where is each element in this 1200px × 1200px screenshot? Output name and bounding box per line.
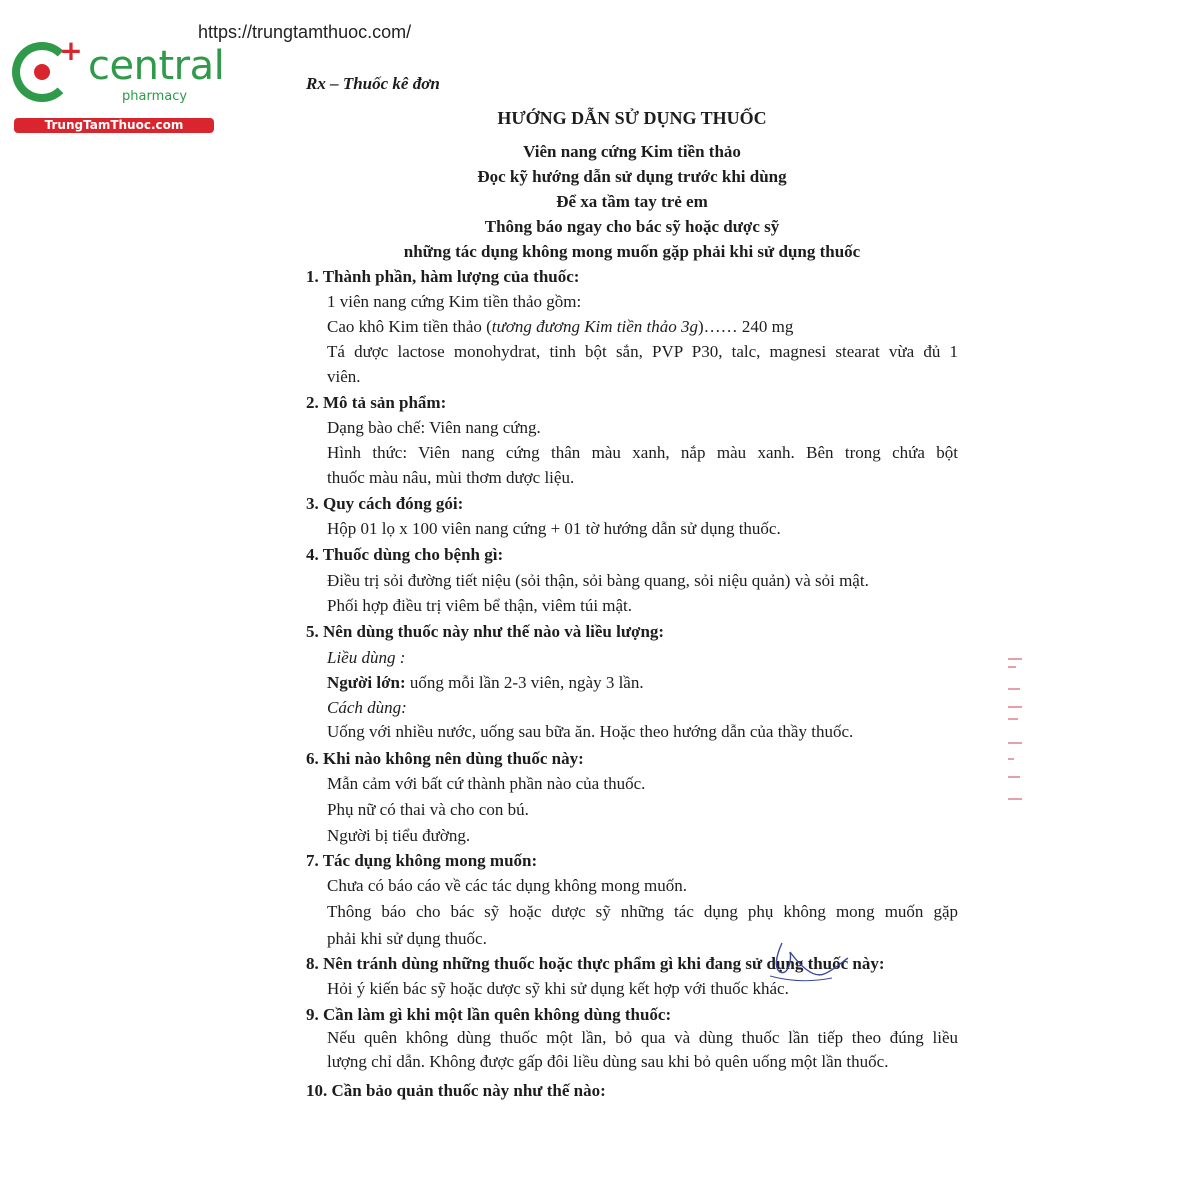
section-text: Hình thức: Viên nang cứng thân màu xanh, nắp màu xanh. Bên trong chứa bột <box>327 443 958 462</box>
header-line: những tác dụng không mong muốn gặp phải khi sử dụng thuốc <box>403 242 861 261</box>
stamp-marks <box>1008 658 1024 808</box>
section-text: Người bị tiểu đường. <box>327 826 471 845</box>
signature-scribble <box>762 938 852 998</box>
section-text: viên. <box>327 367 361 386</box>
section-text: Điều trị sỏi đường tiết niệu (sỏi thận, sỏi bàng quang, sỏi niệu quản) và sỏi mật. <box>327 571 869 590</box>
section-heading: 1. Thành phần, hàm lượng của thuốc: <box>306 267 580 286</box>
header-line: Đọc kỹ hướng dẫn sử dụng trước khi dùng <box>477 167 787 186</box>
source-url[interactable]: https://trungtamthuoc.com/ <box>198 22 412 42</box>
section-text: Hộp 01 lọ x 100 viên nang cứng + 01 tờ hướng dẫn sử dụng thuốc. <box>327 519 781 538</box>
logo-dot-icon <box>34 64 50 80</box>
section-text: Phụ nữ có thai và cho con bú. <box>327 800 529 819</box>
section-heading: 4. Thuốc dùng cho bệnh gì: <box>306 545 504 564</box>
header-line: Viên nang cứng Kim tiền thảo <box>523 142 741 161</box>
section-text: phải khi sử dụng thuốc. <box>327 929 487 948</box>
section-heading: 7. Tác dụng không mong muốn: <box>306 851 538 870</box>
section-text: Liều dùng : <box>327 648 406 667</box>
section-heading: 5. Nên dùng thuốc này như thế nào và liều lượng: <box>306 622 665 641</box>
section-heading: 3. Quy cách đóng gói: <box>306 494 464 513</box>
section-text: Mẫn cảm với bất cứ thành phần nào của thuốc. <box>327 774 646 793</box>
section-text: Cách dùng: <box>327 698 407 717</box>
section-text: lượng chỉ dẫn. Không được gấp đôi liều dùng sau khi bỏ quên uống một lần thuốc. <box>327 1052 889 1071</box>
section-text: Hỏi ý kiến bác sỹ hoặc dược sỹ khi sử dụng kết hợp với thuốc khác. <box>327 979 789 998</box>
section-text: thuốc màu nâu, mùi thơm dược liệu. <box>327 468 575 487</box>
section-text: 1 viên nang cứng Kim tiền thảo gồm: <box>327 292 582 311</box>
section-text: Nếu quên không dùng thuốc một lần, bỏ qua và dùng thuốc lần tiếp theo đúng liều <box>327 1028 958 1047</box>
section-text: Chưa có báo cáo về các tác dụng không mong muốn. <box>327 876 687 895</box>
header-line: Thông báo ngay cho bác sỹ hoặc dược sỹ <box>484 217 780 236</box>
plus-icon: + <box>59 34 83 67</box>
section-text: Thông báo cho bác sỹ hoặc dược sỹ những tác dụng phụ không mong muốn gặp <box>327 902 958 921</box>
logo-sub-text: pharmacy <box>122 89 188 104</box>
section-text: Người lớn: uống mỗi lần 2-3 viên, ngày 3 lần. <box>327 673 644 692</box>
header-line: Để xa tầm tay trẻ em <box>556 192 708 211</box>
section-heading: 10. Cần bảo quản thuốc này như thế nào: <box>306 1081 606 1100</box>
section-heading: 8. Nên tránh dùng những thuốc hoặc thực phẩm gì khi đang sử dụng thuốc này: <box>306 954 885 973</box>
section-text: Dạng bào chế: Viên nang cứng. <box>327 418 541 437</box>
section-text: Cao khô Kim tiền thảo (tương đương Kim tiền thảo 3g)…… 240 mg <box>327 317 794 336</box>
logo-brand-text: central <box>88 43 225 89</box>
section-heading: 2. Mô tả sản phẩm: <box>306 393 447 412</box>
rx-label: Rx – Thuốc kê đơn <box>306 74 440 93</box>
logo-site-banner: TrungTamThuoc.com <box>14 118 214 133</box>
section-heading: 9. Cần làm gì khi một lần quên không dùng thuốc: <box>306 1005 672 1024</box>
document-title: HƯỚNG DẪN SỬ DỤNG THUỐC <box>497 108 767 128</box>
section-heading: 6. Khi nào không nên dùng thuốc này: <box>306 749 584 768</box>
central-pharmacy-logo <box>10 34 225 138</box>
section-text: Phối hợp điều trị viêm bể thận, viêm túi mật. <box>327 596 633 615</box>
section-text: Uống với nhiều nước, uống sau bữa ăn. Hoặc theo hướng dẫn của thầy thuốc. <box>327 722 854 741</box>
section-text: Tá dược lactose monohydrat, tinh bột sắn, PVP P30, talc, magnesi stearat vừa đủ 1 <box>327 342 958 361</box>
